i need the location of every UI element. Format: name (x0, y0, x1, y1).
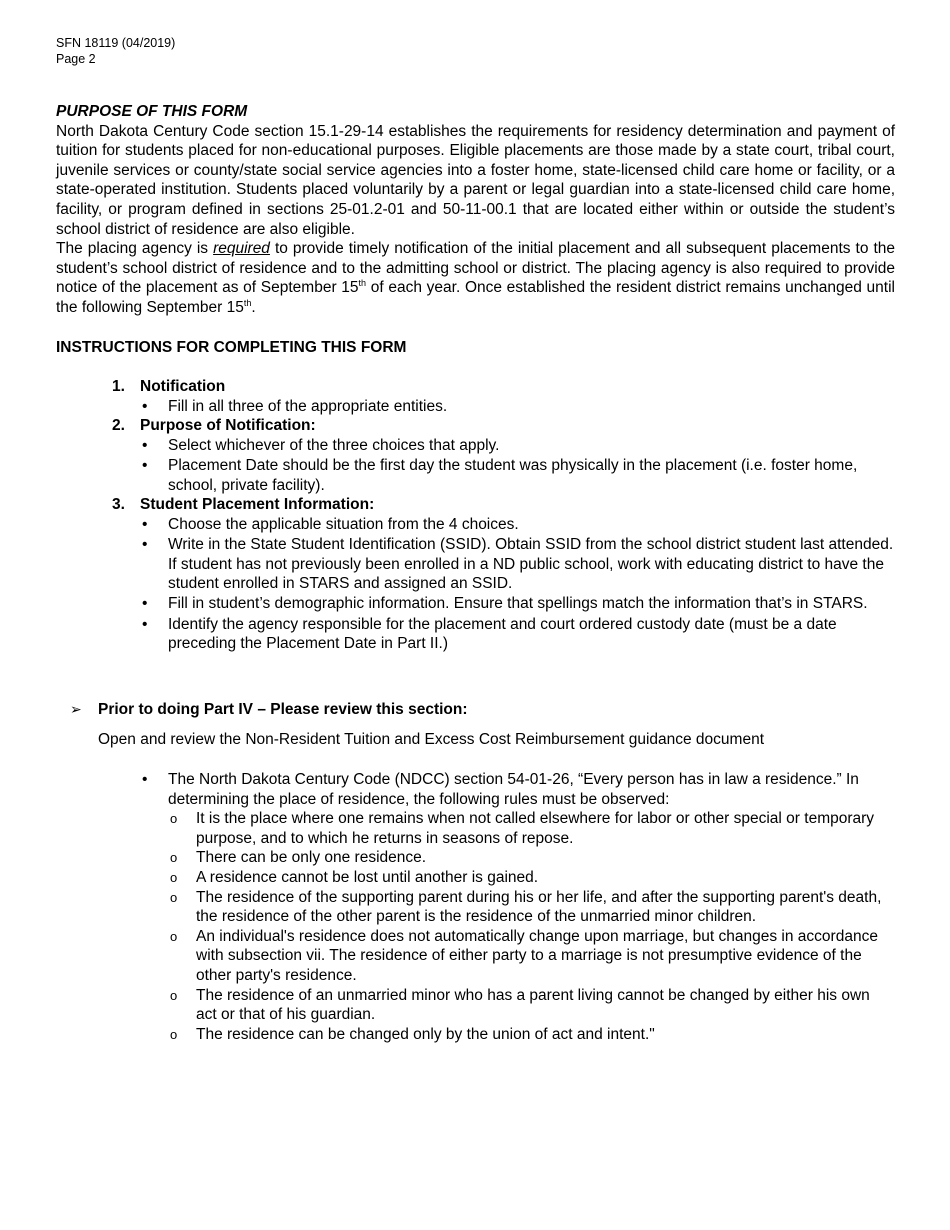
instructions-steps (56, 377, 896, 654)
purpose-title: PURPOSE OF THIS FORM (56, 103, 248, 120)
rule-text: The residence of an unmarried minor who has a parent living cannot be changed by either his own act or that of his guardian. (196, 986, 870, 1024)
bullet-text: Write in the State Student Identification (SSID). Obtain SSID from the school district student last attended. If student has not previously been enrolled in a ND public school, work with educating district to have the student enrolled in STARS and assigned an SSID. (168, 535, 894, 593)
rule-text: The residence of the supporting parent during his or her life, and after the supporting parent's death, the residence of the other parent is the residence of the unmarried minor children. (196, 888, 882, 926)
bullet-icon: • (142, 771, 148, 788)
superscript-th-2: th (243, 297, 252, 308)
circle-bullet-icon: o (170, 811, 178, 827)
instructions-title: INSTRUCTIONS FOR COMPLETING THIS FORM (56, 339, 407, 356)
residence-rule (140, 809, 885, 848)
purpose-section (56, 102, 895, 318)
rule-text: There can be only one residence. (196, 849, 427, 867)
bullet-icon: • (142, 515, 148, 533)
purpose-paragraph-2 (56, 239, 895, 317)
circle-bullet-icon: o (170, 889, 178, 905)
rule-text: The residence can be changed only by the union of act and intent." (196, 1025, 655, 1043)
list-item (140, 770, 885, 809)
bullet-text: Choose the applicable situation from the 4 choices. (168, 515, 519, 533)
list-item (56, 615, 896, 654)
bullet-icon: • (142, 535, 148, 553)
circle-bullet-icon: o (170, 850, 178, 866)
bullet-text: Placement Date should be the first day the student was physically in the placement (i.e. foster home, school, private facility). (168, 456, 858, 494)
bullet-text: Fill in student’s demographic information. Ensure that spellings match the information that’s in STARS. (168, 595, 868, 613)
page-number: Page 2 (56, 52, 96, 66)
bullet-icon: • (142, 615, 148, 633)
step-title: Purpose of Notification: (140, 417, 316, 435)
list-item (56, 397, 896, 417)
circle-bullet-icon: o (170, 869, 178, 885)
list-item (56, 515, 896, 535)
para2-text-a: The placing agency is (56, 240, 214, 258)
bullet-icon: • (142, 456, 148, 474)
residence-rule (140, 848, 885, 868)
rule-text: A residence cannot be lost until another is gained. (196, 868, 539, 886)
residence-rule (140, 1025, 885, 1045)
step-title: Student Placement Information: (140, 496, 375, 514)
step-2-heading (56, 416, 896, 436)
superscript-th-1: th (358, 278, 367, 289)
residence-rule (140, 868, 885, 888)
bullet-icon: • (142, 436, 148, 454)
para2-text-c: of each year. Once established the resident district remains unchanged until the following September 15 (56, 279, 895, 316)
step-number: 2. (112, 417, 125, 435)
form-id: SFN 18119 (04/2019) (56, 36, 176, 50)
ndcc-section (140, 770, 885, 1044)
bullet-text: The North Dakota Century Code (NDCC) section 54-01-26, “Every person has in law a residence.” In determining the place of residence, the following rules must be observed: (168, 771, 859, 808)
bullet-icon: • (142, 397, 148, 415)
step-1-heading (56, 377, 896, 397)
required-emphasis: required (213, 240, 270, 258)
bullet-text: Select whichever of the three choices that apply. (168, 436, 500, 454)
review-heading-text: Prior to doing Part IV – Please review this section: (98, 701, 468, 718)
list-item (56, 456, 896, 495)
list-item (56, 535, 896, 594)
rule-text: An individual's residence does not automatically change upon marriage, but changes in accordance with subsection vii. The residence of either party to a marriage is not presumptive evidence of the other party's residence. (196, 927, 878, 984)
step-3-heading (56, 495, 896, 515)
review-instruction: Open and review the Non-Resident Tuition and Excess Cost Reimbursement guidance document (98, 730, 765, 748)
circle-bullet-icon: o (170, 987, 178, 1003)
step-number: 3. (112, 496, 125, 514)
review-heading (70, 700, 900, 720)
list-item (56, 436, 896, 456)
circle-bullet-icon: o (170, 928, 178, 944)
step-title: Notification (140, 378, 226, 395)
arrow-bullet-icon: ➢ (70, 701, 82, 717)
residence-rule (140, 888, 885, 927)
residence-rule (140, 986, 885, 1025)
bullet-icon: • (142, 595, 148, 613)
para2-text-d: . (251, 298, 256, 316)
bullet-text: Identify the agency responsible for the placement and court ordered custody date (must be a date preceding the Placement Date in Part II.) (168, 615, 837, 653)
circle-bullet-icon: o (170, 1026, 178, 1042)
purpose-paragraph-1: North Dakota Century Code section 15.1-29-14 establishes the requirements for residency determination and payment of tuition for students placed for non-educational purposes. Eligible placements are those made by a state court, tribal court, juvenile services or county/state social service agencies into a foster home, state-licensed child care home or facility, or a state-operated institution. Students placed voluntarily by a parent or legal guardian into a state-licensed child care home, facility, or program defined in sections 25-01.2-01 and 50-11-00.1 that are located either within or outside the student’s school district of residence are also eligible. (56, 122, 895, 238)
rule-text: It is the place where one remains when not called elsewhere for labor or other special or temporary purpose, and to which he returns in seasons of repose. (196, 810, 875, 847)
page-header (56, 35, 175, 67)
review-section (70, 700, 900, 749)
step-number: 1. (112, 378, 125, 395)
residence-rule (140, 927, 885, 986)
para2-text-b: to provide timely notification of the initial placement and all subsequent placements to the student’s school district of residence and to the admitting school or district. The placing agency is also required to provide notice of the placement as of September 15 (56, 240, 895, 297)
list-item (56, 594, 896, 614)
bullet-text: Fill in all three of the appropriate entities. (168, 397, 448, 415)
